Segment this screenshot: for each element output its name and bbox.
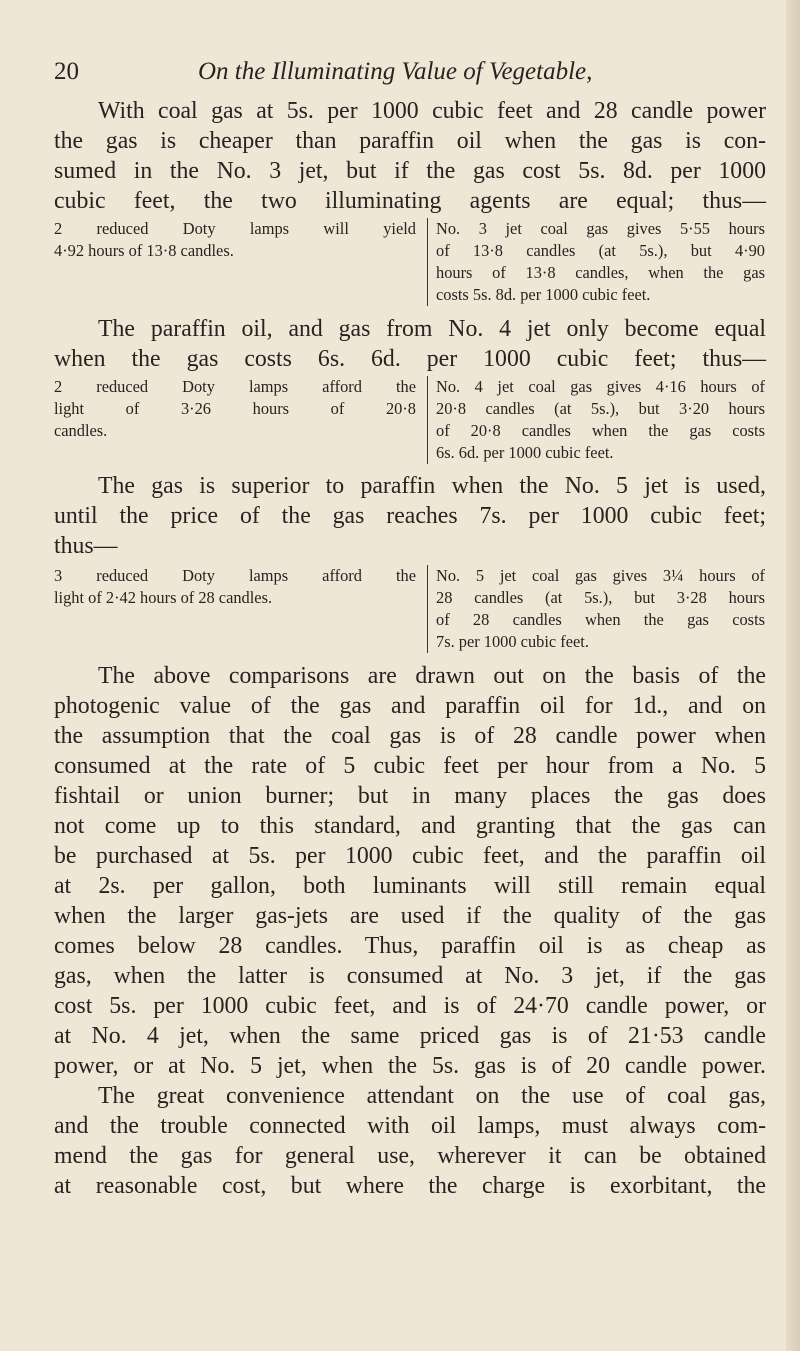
comparison-line: candles. <box>54 421 108 440</box>
comparison-line: costs 5s. 8d. per 1000 cubic feet. <box>436 285 651 304</box>
comparison-line: 3 reduced Doty lamps afford the <box>54 566 416 585</box>
comparison-line: No. 5 jet coal gas gives 3¼ hours of <box>436 566 765 585</box>
paragraph-line: and the trouble connected with oil lamps, must always com- <box>54 1113 766 1139</box>
paragraph-line: thus— <box>54 533 118 559</box>
paragraph-line: the gas is cheaper than paraffin oil when the gas is con- <box>54 128 766 154</box>
comparison-line: 28 candles (at 5s.), but 3·28 hours <box>436 588 765 607</box>
paragraph-line: fishtail or union burner; but in many places the gas does <box>54 783 766 809</box>
paragraph-line: consumed at the rate of 5 cubic feet per hour from a No. 5 <box>54 753 766 779</box>
comparison-line: No. 3 jet coal gas gives 5·55 hours <box>436 219 765 238</box>
paragraph-line: sumed in the No. 3 jet, but if the gas cost 5s. 8d. per 1000 <box>54 158 766 184</box>
comparison-line: light of 3·26 hours of 20·8 <box>54 399 416 418</box>
comparison-line: 4·92 hours of 13·8 candles. <box>54 241 234 260</box>
running-title: On the Illuminating Value of Vegetable, <box>198 58 593 85</box>
paragraph-line: gas, when the latter is consumed at No. 3 jet, if the gas <box>54 963 766 989</box>
comparison-line: hours of 13·8 candles, when the gas <box>436 263 765 282</box>
paragraph-line: until the price of the gas reaches 7s. per 1000 cubic feet; <box>54 503 766 529</box>
paragraph-line: mend the gas for general use, wherever it can be obtained <box>54 1143 766 1169</box>
comparison-line: 20·8 candles (at 5s.), but 3·20 hours <box>436 399 765 418</box>
paraffin-column <box>54 218 416 262</box>
comparison-line: 7s. per 1000 cubic feet. <box>436 632 589 651</box>
gas-column <box>427 218 765 306</box>
comparison-line: 2 reduced Doty lamps will yield <box>54 219 416 238</box>
paragraph-line: when the larger gas-jets are used if the quality of the gas <box>54 903 766 929</box>
paragraph-line: not come up to this standard, and granting that the gas can <box>54 813 766 839</box>
comparison-line: 6s. 6d. per 1000 cubic feet. <box>436 443 614 462</box>
paragraph-line: The gas is superior to paraffin when the No. 5 jet is used, <box>98 473 766 499</box>
comparison-line: of 20·8 candles when the gas costs <box>436 421 765 440</box>
paragraph-line: at No. 4 jet, when the same priced gas is of 21·53 candle <box>54 1023 766 1049</box>
paragraph-line: The paraffin oil, and gas from No. 4 jet only become equal <box>98 316 766 342</box>
paragraph-line: cubic feet, the two illuminating agents are equal; thus— <box>54 188 766 214</box>
paraffin-column <box>54 376 416 442</box>
paragraph-line: With coal gas at 5s. per 1000 cubic feet and 28 candle power <box>98 98 766 124</box>
comparison-line: of 13·8 candles (at 5s.), but 4·90 <box>436 241 765 260</box>
comparison-line: No. 4 jet coal gas gives 4·16 hours of <box>436 377 765 396</box>
paragraph-line: when the gas costs 6s. 6d. per 1000 cubic feet; thus— <box>54 346 766 372</box>
paragraph-line: at 2s. per gallon, both luminants will still remain equal <box>54 873 766 899</box>
paragraph-line: the assumption that the coal gas is of 28 candle power when <box>54 723 766 749</box>
paragraph-line: The above comparisons are drawn out on the basis of the <box>98 663 766 689</box>
paragraph-line: comes below 28 candles. Thus, paraffin oil is as cheap as <box>54 933 766 959</box>
gas-column <box>427 565 765 653</box>
paragraph-line: cost 5s. per 1000 cubic feet, and is of 24·70 candle power, or <box>54 993 766 1019</box>
paragraph-line: power, or at No. 5 jet, when the 5s. gas is of 20 candle power. <box>54 1053 766 1079</box>
comparison-line: 2 reduced Doty lamps afford the <box>54 377 416 396</box>
paraffin-column <box>54 565 416 609</box>
paragraph-line: The great convenience attendant on the use of coal gas, <box>98 1083 766 1109</box>
page-number: 20 <box>54 58 79 85</box>
paragraph-line: be purchased at 5s. per 1000 cubic feet, and the paraffin oil <box>54 843 766 869</box>
page-edge <box>786 0 800 1351</box>
running-head <box>54 52 754 92</box>
comparison-line: of 28 candles when the gas costs <box>436 610 765 629</box>
gas-column <box>427 376 765 464</box>
comparison-line: light of 2·42 hours of 28 candles. <box>54 588 273 607</box>
paragraph-line: photogenic value of the gas and paraffin oil for 1d., and on <box>54 693 766 719</box>
paragraph-line: at reasonable cost, but where the charge is exorbitant, the <box>54 1173 766 1199</box>
